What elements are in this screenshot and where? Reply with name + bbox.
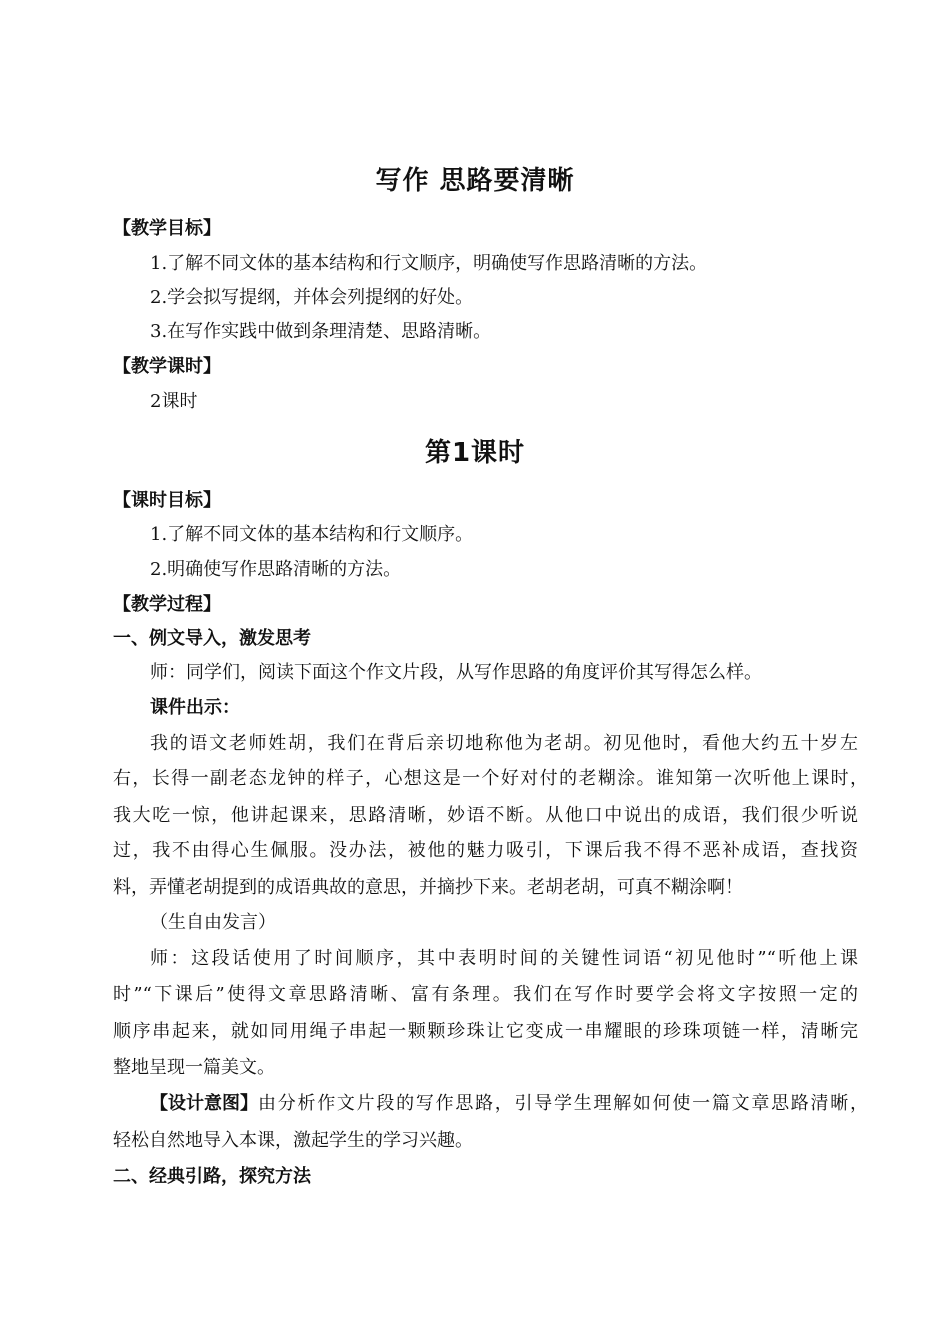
hours-heading: 【教学课时】 [113, 356, 221, 377]
section2-heading: 二、经典引路，探究方法 [113, 1166, 311, 1187]
analysis-line: 顺序串起来，就如同用绳子串起一颗颗珍珠让它变成一串耀眼的珍珠项链一样，清晰完 [113, 1021, 858, 1042]
excerpt-line: 料，弄懂老胡提到的成语典故的意思，并摘抄下来。老胡老胡，可真不糊涂啊！ [113, 877, 743, 898]
lesson-title: 第1课时 [424, 438, 526, 468]
design-intent-label: 【设计意图】 [150, 1093, 258, 1114]
excerpt-line: 我大吃一惊，他讲起课来，思路清晰，妙语不断。从他口中说出的成语，我们很少听说 [113, 805, 858, 826]
section1-heading: 一、例文导入，激发思考 [113, 628, 311, 649]
courseware-label: 课件出示： [150, 697, 240, 718]
hours-value: 2课时 [150, 391, 198, 412]
excerpt-line: 我的语文老师姓胡，我们在背后亲切地称他为老胡。初见他时，看他大约五十岁左 [150, 733, 858, 754]
analysis-line: 师：这段话使用了时间顺序，其中表明时间的关键性词语“初见他时”“听他上课 [150, 948, 858, 969]
analysis-line: 整地呈现一篇美文。 [113, 1057, 275, 1078]
lesson-objectives-heading: 【课时目标】 [113, 490, 221, 511]
objective-item: 1.了解不同文体的基本结构和行文顺序，明确使写作思路清晰的方法。 [150, 253, 708, 274]
objective-item: 3.在写作实践中做到条理清楚、思路清晰。 [150, 321, 492, 342]
analysis-line: 时”“下课后”使得文章思路清晰、富有条理。我们在写作时要学会将文字按照一定的 [113, 984, 858, 1005]
process-heading: 【教学过程】 [113, 594, 221, 615]
design-intent-text: 轻松自然地导入本课，激起学生的学习兴趣。 [113, 1130, 473, 1151]
lesson-objective-item: 1.了解不同文体的基本结构和行文顺序。 [150, 524, 474, 545]
students-speak: （生自由发言） [150, 912, 276, 933]
excerpt-line: 右，长得一副老态龙钟的样子，心想这是一个好对付的老糊涂。谁知第一次听他上课时， [113, 768, 868, 789]
teacher-prompt: 师：同学们，阅读下面这个作文片段，从写作思路的角度评价其写得怎么样。 [150, 662, 762, 683]
document-title: 写作 思路要清晰 [375, 166, 575, 196]
design-intent-line [150, 1093, 868, 1115]
excerpt-line: 过，我不由得心生佩服。没办法，被他的魅力吸引，下课后我不得不恶补成语，查找资 [113, 840, 858, 861]
objective-item: 2.学会拟写提纲，并体会列提纲的好处。 [150, 287, 474, 308]
lesson-objective-item: 2.明确使写作思路清晰的方法。 [150, 559, 402, 580]
objectives-heading: 【教学目标】 [113, 218, 221, 239]
design-intent-text: 由分析作文片段的写作思路，引导学生理解如何使一篇文章思路清晰， [258, 1093, 868, 1114]
